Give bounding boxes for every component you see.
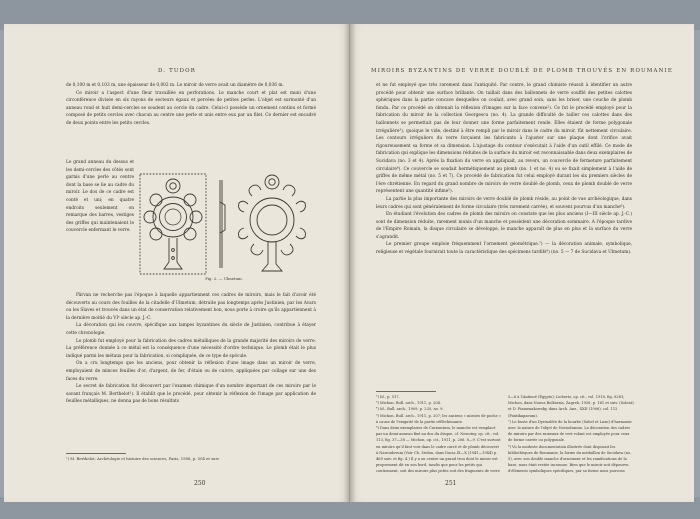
right-footnote-rule (376, 391, 436, 392)
left-paragraph-6: On a cru longtemps que les anciens, pour obtenir la réflexion d'une image dans un miroir de verre, employaient de minces feuilles d'or, d'argent, de fer, d'étain ou de cuivre, appliquées par collage sur une des faces du verre. (66, 361, 316, 382)
mirror-figure (136, 172, 312, 282)
left-paragraph-7: Le secret de fabrication fut découvert par l'examen chimique d'un nombre important de ces miroirs par le savant français M. Berthelot¹). Il établit que le procédé, pour obtenir la réflexion de l'image par application de feuilles métalliques, ne donna pas de bons résultats (66, 384, 316, 405)
right-paragraph-2: La partie la plus importante des miroirs de verre doublé de plomb réside, au point de vue archéologique, dans leurs cadres qui sont généralement de forme circulaire (très rarement carrée), et souvent pourvus d'un manche⁶). (376, 196, 632, 210)
right-paragraph-4: Le premier groupe emploie fréquemment l'ornement géométrique.⁷) — la décoration animale, symbolique, religieuse et végétale fournirait toute la caractéristique des spécimens tardifs⁸) (no. 5 — 7 de Sucidava et Ulmetum). (376, 242, 632, 256)
left-text-top (66, 82, 316, 128)
left-text-bottom (66, 292, 316, 406)
right-paragraph-3: En étudiant l'évolution des cadres de plomb des miroirs on constate que les plus anciens (I—III siècle ap. J.-C.) sont de dimension réduite, rarement munis d'un manche et possèdent une décoration sommaire. A l'époque tardive de l'Empire Romain, la disque circulaire se développe, le manche apparaît de plus en plus et la surface du verre s'agrandit. (376, 212, 632, 240)
left-paragraph-2: Ce miroir a l'aspect d'une fleur travaillée en perforations. Le manche court et plat est muni d'une circonférence divisée en six rayons de secteurs égaux et percées de petites perles. L'objet est surmonté d'un anneau rond et huit demi-cercles se soudent au cercle du cadre. Celui-ci possède un ornement continu et formé composé de petits cercles avec chacun au centre une perle et unis entre eux par un filet. Ce dernier est encadré de deux points entre les petits cercles. (66, 90, 316, 126)
left-paragraph-3: Pârvan ne recherche pas l'époque à laquelle appartiennent ces cadres de miroirs, mais le fait d'avoir été découverts au cours des fouilles de la citadelle d'Ulmetum, détruite pas longtemps après Justinien, par les Avars ou les Slaves et trouvés dans un état de conservation relativement bon, nous porte à croire qu'ils appartiennent à la dernière moitié du VIᵉ siècle ap. J.-C. (66, 293, 316, 321)
left-paragraph-4: La décoration qui les couvre, spécifique aux lampes byzantines du siècle de Justinien, contribue à étayer cette chronologie. (66, 323, 316, 336)
right-footnotes-column-a: ²) Id., p. 517. ³) Michon, Bull. arch., 1911, p. 204. ⁴) Id., Bull. arch., 1909, p. 235, no. 9. ⁵) Michon, Bull. arch., 1911, p. 207; les anciens « miroirs de poche » à cause de l'exiguïté de la partie réfléchissante. ⁶) Dans deux exemplaires de Carnuntum, le manche est remplacé par un demi-anneau fixé au dos du disque, cf. Nowotny, op. cit., vol. 113, fig. 37—38 — Michon, op. cit., 1911, p. 206. 8—9. C'est surtout en miroirs qu'il faut voir dans le cadre carré et de plomb découvert à Naroudovum (Voir Ch. Stefan, dans Dacia IX—X (1941—1944) p. 469 suiv. et fig. 4.) Il y a au centre un grand trou dont le miroir est proprement dit en son bord, tandis que pour les petits qui contiennent, soit des miroirs plus petits soit des fragments de verre (376, 395, 502, 474)
right-page (350, 24, 694, 502)
page-number-left: 250 (194, 480, 206, 487)
mirror-drawings (136, 172, 312, 276)
left-footnote: ¹) M. Berthelot, Archéologie et histoire des sciences, Paris, 1906, p. 504 et suiv. (66, 456, 220, 461)
right-paragraph-1: et ne fut employé que très rarement dans l'antiquité. Par contre, le grand chimiste réussit à identifier un autre procédé pour obtenir une surface brillante. On taillait dans des ballonnets de verre soufflé des petites calottes sphériques dans la partie concave desquelles on coulait, avec grand soin, sans les briser, une couche de plomb fondu. Par ce procédé on obtenait la réflexion d'images sur la face convexe²). Ce fut le procédé employé pour la fabrication du miroir de la collection Georgescu (no. 4). La grande difficulté de tailler ces calottes dans des ballonnets se permettait pas de leur donner une forme parfaitement ronde. Elles étaient de forme polygonale irrégulière³), quoique le vide, destiné à être rempli par le miroir dans le cadre du miroir, fût nettement circulaire. Les contours irréguliers du verre forçaient les fabricants à l'ajuster sur une plaque dont l'orifice avait rigoureusement sa forme et sa dimension. L'ajustage du contour s'exécutait à l'aide d'un outil effilé. Ce mode de fabrication qui explique les dimensions réduites de la surface du miroir est reconnaissable dans deux exemplaires de Sucidava (no. 3 et 4). Après la fixation du verre on appliquait, au revers, un couvercle de fermeture parfaitement circulaire⁴). Ce couvercle se soudait hermétiquement au plomb (no. 1 et no. 4) ou se fixait simplement à l'aide de griffes de même métal (no. 5 et 7). Ce procédé de fabrication fut celui employé durant les six premiers siècles de l'ère chrétienne. En regard du grand nombre de miroirs de verre doublé de plomb, ceux de plomb doublé de verre représentent une quantité infime⁵). (376, 83, 632, 195)
left-paragraph-1: de 0,100 m et 0,103 m, une épaisseur de 0,002 m. Le miroir de verre avait un diamètre de 0,036 m. (66, 83, 284, 88)
book-gutter (344, 24, 356, 502)
mirror-front-drawing (140, 174, 206, 274)
mirror-profile-drawing (220, 180, 225, 268)
left-footnote-rule (66, 453, 126, 454)
mirror-back-drawing (239, 175, 306, 271)
left-page (4, 24, 350, 502)
page-number-right: 251 (445, 480, 457, 487)
figure-caption: Fig. 2. — Ulmetum. (205, 276, 243, 281)
left-wrap-text: Le grand anneau du dessus et les demi-cercles des côtés sont garnis d'une perle au centre dont la base se lie au cadre du miroir. Le dos de ce cadre est conté et uni; en quatre endroits seulement on remarque des barres, vestiges des griffes qui maintenaient le couvercle enfermant le verre. (66, 160, 134, 234)
right-footnotes-column-b: 5—6 à l'Antinoë (Égypte); Lichertz, op. cit., vol. 1918, fig. 8281; Michon, dans Nouva Bulžarzia, Zagreb, 1928, p. 161 et suiv. (Solent) et D. Piamenakowsky, dans Arch. Anz., XXII (1906), col. 112 (Pantikapaeum). ⁷) Le buste d'un Dyrinolète de la bourbe (Sahel et Luxe) d'harmonie avec la nature de l'objet de Noviodunum. La décoration des cadres de miroirs par des rameaux de vert volant est employée pour ceux de forme carrée ou polygonale. ⁸) Vu la modeste documentation illustrée dont disposait les bibliothèques de Roumanie, la forme du médaillon de Sucidava (no. 5), avec son double manche d'ornement et les ramifications de la base, nous était restée inconnue. Bien que le miroir soit dépourvu d'éléments symboliques spécifiques, par sa forme nous pouvons (508, 395, 634, 474)
left-paragraph-5: Le plomb fut employé pour la fabrication des cadres métalliques de la grande majorité des miroirs de verre. La préférence donnée à ce métal est la conséquence d'une nécessité d'ordre technique. Le plomb était le plus indiqué parmi les métaux pour la fabrication, si compliquée, de ce type de spécule. (66, 338, 316, 359)
running-head-right: MIROIRS BYZANTINS DE VERRE DOUBLÉ DE PLOMB TROUVÉS EN ROUMANIE (370, 68, 673, 74)
running-head-left: D. TUDOR (157, 68, 197, 74)
right-text (376, 82, 632, 257)
